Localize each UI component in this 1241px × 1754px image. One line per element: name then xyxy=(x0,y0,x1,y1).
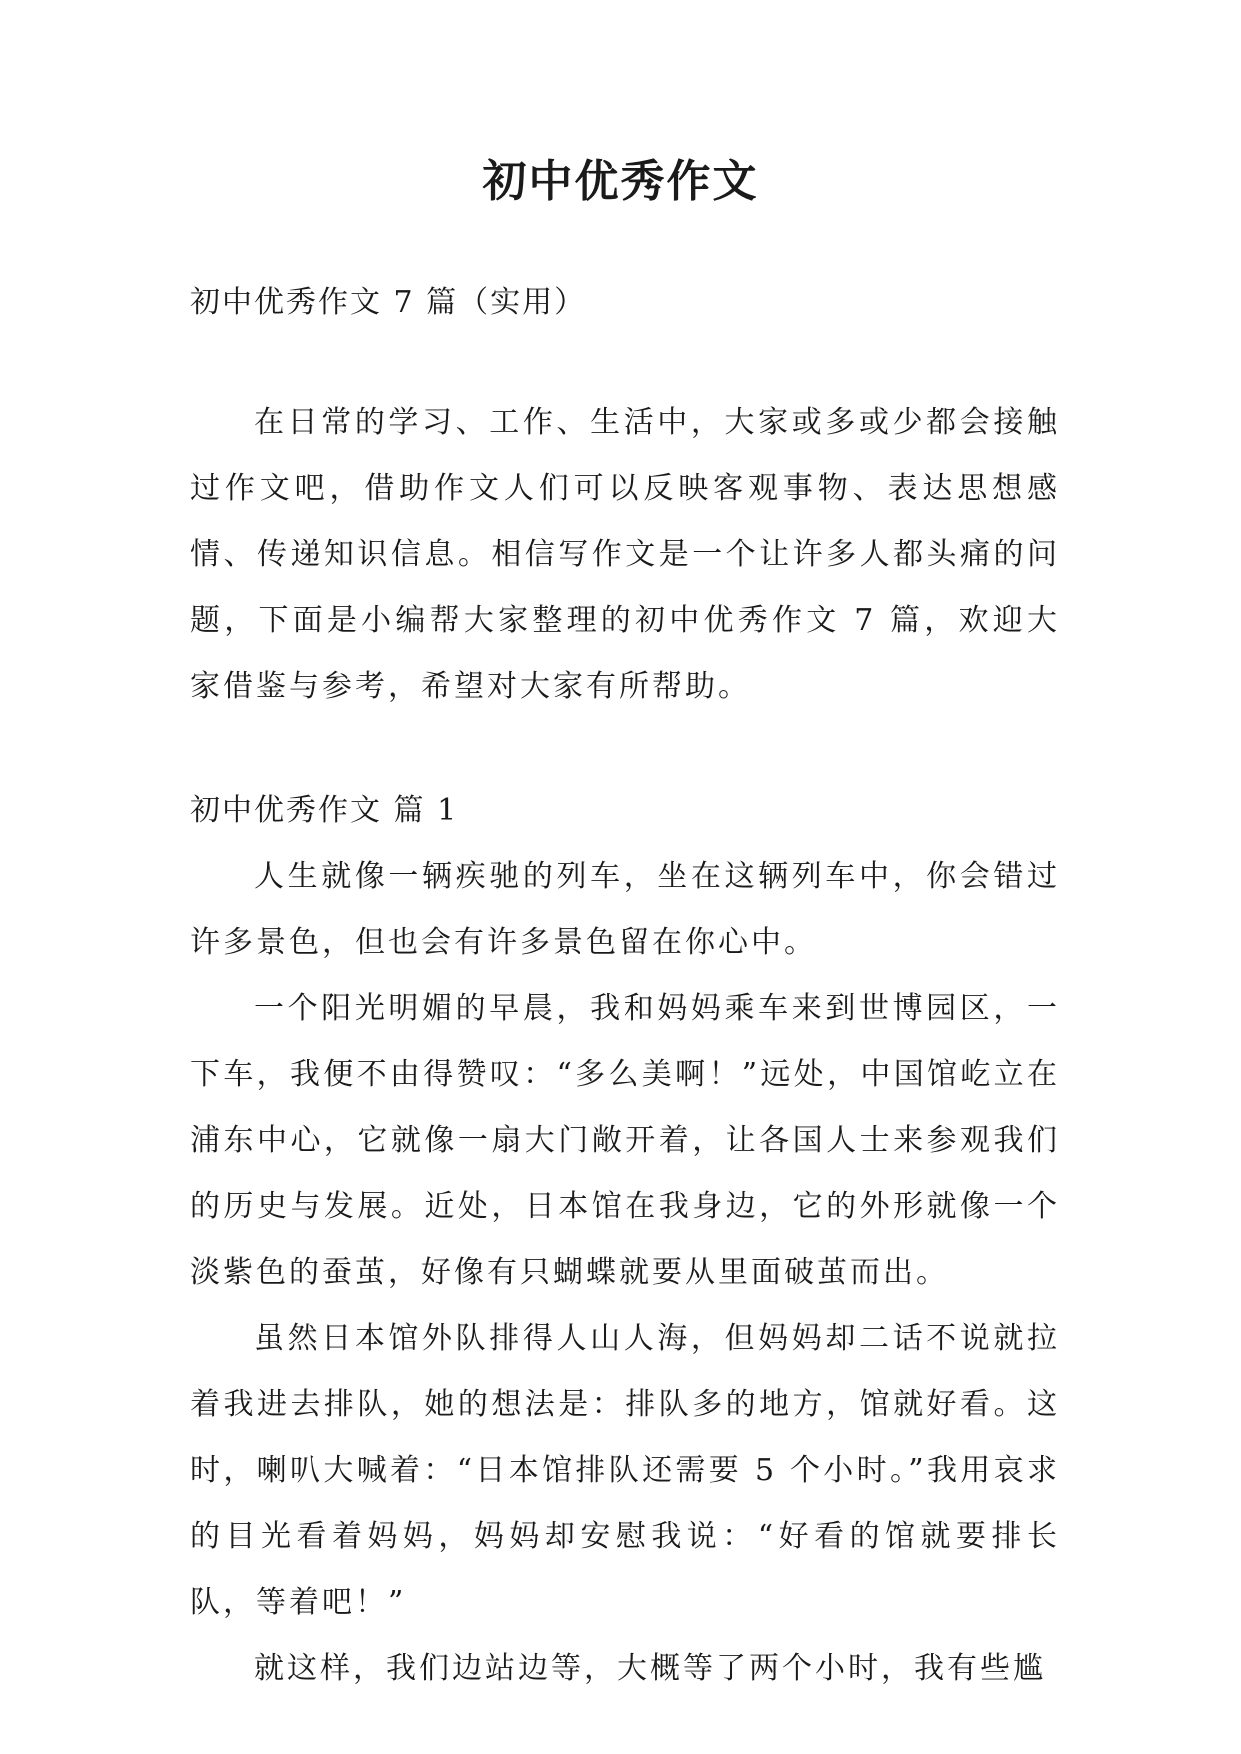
body-paragraph: 虽然日本馆外队排得人山人海，但妈妈却二话不说就拉着我进去排队，她的想法是：排队多的地方，馆就好看。这时，喇叭大喊着：“日本馆排队还需要 5 个小时。”我用哀求的目光看着妈妈，妈妈却安慰我说：“好看的馆就要排长队，等着吧！” xyxy=(190,1321,1060,1620)
body-paragraph: 人生就像一辆疾驰的列车，坐在这辆列车中，你会错过许多景色，但也会有许多景色留在你心中。 xyxy=(190,859,1060,960)
intro-paragraph: 在日常的学习、工作、生活中，大家或多或少都会接触过作文吧，借助作文人们可以反映客观事物、表达思想感情、传递知识信息。相信写作文是一个让许多人都头痛的问题，下面是小编帮大家整理的初中优秀作文 7 篇，欢迎大家借鉴与参考，希望对大家有所帮助。 xyxy=(190,405,1060,704)
body-paragraph: 一个阳光明媚的早晨，我和妈妈乘车来到世博园区，一下车，我便不由得赞叹：“多么美啊！”远处，中国馆屹立在浦东中心，它就像一扇大门敞开着，让各国人士来参观我们的历史与发展。近处，日本馆在我身边，它的外形就像一个淡紫色的蚕茧，好像有只蝴蝶就要从里面破茧而出。 xyxy=(190,991,1060,1290)
body-paragraph: 就这样，我们边站边等，大概等了两个小时，我有些尴 xyxy=(254,1651,1046,1686)
document-body xyxy=(190,270,1060,1702)
document-title: 初中优秀作文 xyxy=(482,156,759,207)
document-subtitle: 初中优秀作文 7 篇（实用） xyxy=(190,285,587,320)
section-heading: 初中优秀作文 篇 1 xyxy=(190,793,459,828)
